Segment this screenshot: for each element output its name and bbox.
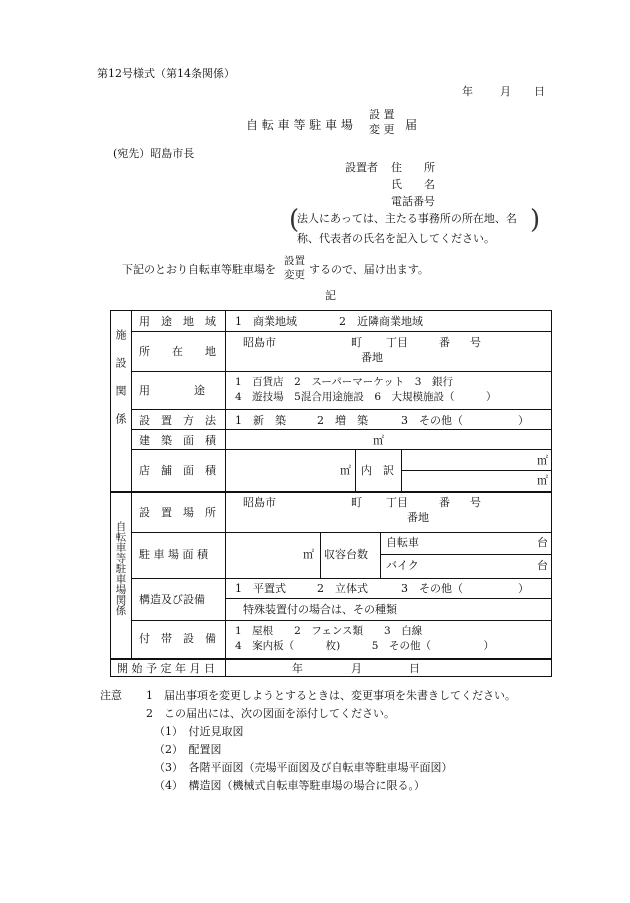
tenpo-label: 店 舗 面 積 — [139, 464, 216, 477]
basho-label: 設 置 場 所 — [139, 506, 216, 519]
note-item-4: （4） 構造図（機械式自転車等駐車場の場合に限る。） — [154, 779, 425, 792]
tenpo-unit: ㎡ — [340, 464, 351, 477]
form-table — [110, 310, 552, 677]
shozaichi-banchi: 番地 — [361, 351, 383, 364]
tenpo-unit2: ㎡ — [537, 454, 548, 467]
form-number: 第12号様式（第14条関係） — [97, 67, 235, 80]
start-month: 月 — [351, 662, 362, 675]
basho-chome: 丁目 — [386, 496, 408, 509]
menseki-capacity: 収容台数 — [324, 548, 368, 561]
shozaichi-chome: 丁目 — [386, 336, 408, 349]
youto-line2: 4 遊技場 5混合用途施設 6 大規模施設（ ） — [235, 391, 497, 403]
futai-line1: 1 屋根 2 フェンス類 3 白線 — [235, 625, 423, 637]
group-shisetsu-label: 施設関係 — [114, 329, 127, 441]
statement-post: するので、届け出ます。 — [309, 263, 429, 276]
kozo-opt1: 1 平置式 — [235, 582, 286, 595]
bracket-left: ( — [289, 205, 300, 235]
tenpo-unit3: ㎡ — [537, 474, 548, 487]
houhou-opt3: 3 その他（ ） — [401, 414, 529, 427]
menseki-dai1: 台 — [537, 536, 548, 549]
menseki-label: 駐 車 場 面 積 — [139, 548, 208, 561]
youto-chiiki-opt1: 1 商業地域 — [235, 315, 297, 328]
futai-label: 付 帯 設 備 — [139, 632, 216, 645]
statement-pre: 下記のとおり自転車等駐車場を — [122, 263, 276, 276]
title-todoke: 届 — [405, 118, 418, 132]
basho-city: 昭島市 — [243, 496, 276, 509]
shozaichi-cho: 町 — [351, 336, 362, 349]
menseki-bike: バイク — [386, 559, 419, 572]
youto-line1: 1 百貨店 2 スーパーマーケット 3 銀行 — [235, 376, 453, 388]
note-item-1: （1） 付近見取図 — [154, 725, 244, 738]
bracket-right: ) — [530, 205, 541, 235]
menseki-dai2: 台 — [537, 559, 548, 572]
basho-banchi: 番地 — [407, 511, 429, 524]
note-1: 1 届出事項を変更しようとするときは、変更事項を朱書きしてください。 — [146, 689, 516, 702]
youto-label: 用 途 — [139, 384, 205, 397]
date-year: 年 — [462, 85, 473, 98]
group-churinjo-label: 自転車等駐車場関係 — [114, 521, 127, 616]
menseki-bicycle: 自転車 — [386, 536, 419, 549]
kozo-opt2: 2 立体式 — [317, 582, 368, 595]
kozo-special: 特殊装置付の場合は、その種類 — [243, 603, 397, 616]
start-day: 日 — [409, 662, 420, 675]
futai-line2: 4 案内板（ 枚) 5 その他（ ） — [235, 640, 494, 652]
notes-head: 注意 — [100, 689, 122, 702]
basho-cho: 町 — [351, 496, 362, 509]
youto-chiiki-label: 用 途 地 域 — [139, 315, 216, 328]
menseki-unit: ㎡ — [303, 548, 314, 561]
date-day: 日 — [534, 85, 545, 98]
tenpo-breakdown: 内 訳 — [361, 464, 394, 477]
title-main: 自 転 車 等 駐 車 場 — [246, 118, 353, 132]
note-item-3: （3） 各階平面図（売場平面図及び自転車等駐車場平面図） — [154, 761, 453, 774]
applicant-note-1: 法人にあっては、主たる事務所の所在地、名 — [297, 212, 517, 225]
applicant-note-2: 称、代表者の氏名を記入してください。 — [297, 232, 495, 245]
basho-ban: 番 — [439, 496, 450, 509]
houhou-opt2: 2 増 築 — [317, 414, 368, 427]
title-opt-setchi: 設 置 — [369, 108, 395, 121]
kozo-label: 構造及び設備 — [139, 593, 205, 606]
youto-chiiki-opt2: 2 近隣商業地域 — [339, 315, 423, 328]
shozaichi-city: 昭島市 — [243, 336, 276, 349]
start-year: 年 — [292, 662, 303, 675]
applicant-name: 氏 名 — [391, 178, 435, 191]
applicant-label: 設置者 — [345, 161, 378, 174]
shozaichi-label: 所 在 地 — [139, 345, 216, 358]
addressee: (宛先）昭島市長 — [113, 147, 195, 160]
shozaichi-go: 号 — [470, 336, 481, 349]
houhou-label: 設 置 方 法 — [139, 414, 216, 427]
houhou-opt1: 1 新 築 — [235, 414, 286, 427]
kozo-opt3: 3 その他（ ） — [401, 582, 529, 595]
kenchiku-unit: ㎡ — [373, 434, 384, 447]
date-month: 月 — [500, 85, 511, 98]
applicant-phone: 電話番号 — [391, 195, 435, 208]
note-item-2: （2） 配置図 — [154, 743, 222, 756]
note-2: 2 この届出には、次の図面を添付してください。 — [146, 707, 395, 720]
basho-go: 号 — [470, 496, 481, 509]
start-label: 開 始 予 定 年 月 日 — [117, 662, 215, 675]
ki-label: 記 — [325, 289, 336, 302]
statement-opt-henko: 変更 — [284, 269, 305, 281]
kenchiku-label: 建 築 面 積 — [139, 434, 216, 447]
applicant-address: 住 所 — [391, 161, 435, 174]
title-opt-henko: 変 更 — [369, 123, 395, 136]
shozaichi-ban: 番 — [439, 336, 450, 349]
statement-opt-setchi: 設置 — [284, 255, 305, 267]
